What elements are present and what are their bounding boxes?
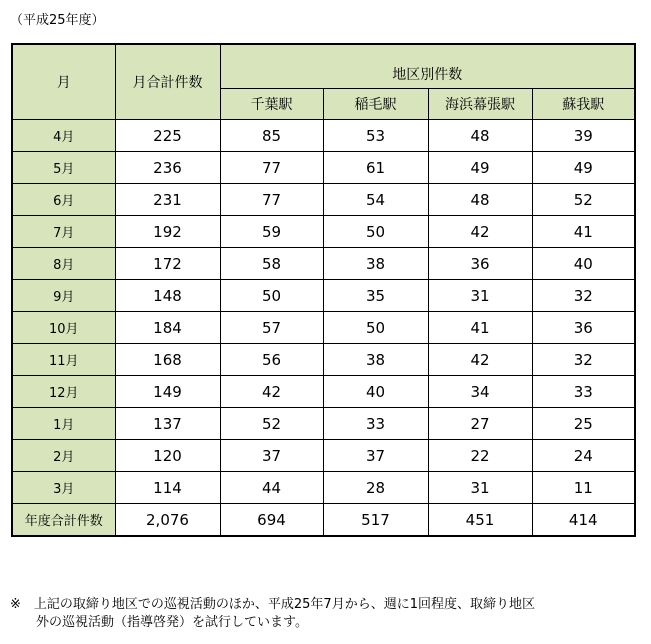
table-row [12, 216, 635, 248]
fiscal-year-caption: （平成25年度） [10, 13, 105, 28]
chiba-cell: 59 [220, 216, 323, 248]
row-label: 11月 [12, 344, 115, 376]
chiba-cell: 44 [220, 472, 323, 504]
annual-total-row [12, 504, 635, 537]
soga-cell: 25 [532, 408, 635, 440]
inage-total-cell: 517 [323, 504, 428, 537]
chiba-cell: 77 [220, 184, 323, 216]
inage-cell: 38 [323, 344, 428, 376]
chiba-cell: 50 [220, 280, 323, 312]
kaihin-makuhari-cell: 48 [428, 120, 532, 152]
footnote-line-1: ※ 上記の取締り地区での巡視活動のほか、平成25年7月から、週に1回程度、取締り地区 [10, 597, 535, 612]
kaihin-makuhari-cell: 42 [428, 344, 532, 376]
area-header-inage: 稲毛駅 [323, 89, 428, 120]
footnote-line-2: 外の巡視活動（指導啓発）を試行しています。 [36, 615, 308, 630]
chiba-cell: 37 [220, 440, 323, 472]
monthly-total-cell: 168 [115, 344, 220, 376]
table-row [12, 152, 635, 184]
inage-cell: 33 [323, 408, 428, 440]
inage-cell: 53 [323, 120, 428, 152]
chiba-cell: 42 [220, 376, 323, 408]
soga-total-cell: 414 [532, 504, 635, 537]
chiba-cell: 58 [220, 248, 323, 280]
kaihin-makuhari-cell: 42 [428, 216, 532, 248]
kaihin-makuhari-cell: 41 [428, 312, 532, 344]
soga-cell: 11 [532, 472, 635, 504]
monthly-total-cell: 120 [115, 440, 220, 472]
soga-cell: 32 [532, 280, 635, 312]
chiba-cell: 52 [220, 408, 323, 440]
table-row [12, 376, 635, 408]
inage-cell: 50 [323, 216, 428, 248]
table-row [12, 440, 635, 472]
annual-total-label: 年度合計件数 [12, 504, 115, 537]
soga-cell: 39 [532, 120, 635, 152]
monthly-total-cell: 114 [115, 472, 220, 504]
monthly-total-header: 月合計件数 [115, 44, 220, 120]
monthly-total-cell: 192 [115, 216, 220, 248]
inage-cell: 61 [323, 152, 428, 184]
chiba-cell: 56 [220, 344, 323, 376]
soga-cell: 40 [532, 248, 635, 280]
table-row [12, 280, 635, 312]
chiba-total-cell: 694 [220, 504, 323, 537]
row-label: 2月 [12, 440, 115, 472]
row-label: 1月 [12, 408, 115, 440]
soga-cell: 49 [532, 152, 635, 184]
row-label: 7月 [12, 216, 115, 248]
soga-cell: 24 [532, 440, 635, 472]
kaihin-makuhari-cell: 49 [428, 152, 532, 184]
chiba-cell: 77 [220, 152, 323, 184]
area-header-kaihin-makuhari: 海浜幕張駅 [428, 89, 532, 120]
table-row [12, 248, 635, 280]
monthly-total-cell: 184 [115, 312, 220, 344]
table-row [12, 472, 635, 504]
kaihin-makuhari-cell: 34 [428, 376, 532, 408]
kaihin-makuhari-total-cell: 451 [428, 504, 532, 537]
patrol-count-table [11, 43, 636, 537]
footnote [10, 596, 535, 632]
monthly-total-cell: 231 [115, 184, 220, 216]
monthly-total-cell: 149 [115, 376, 220, 408]
row-label: 10月 [12, 312, 115, 344]
kaihin-makuhari-cell: 31 [428, 472, 532, 504]
soga-cell: 52 [532, 184, 635, 216]
kaihin-makuhari-cell: 22 [428, 440, 532, 472]
table-row [12, 408, 635, 440]
row-label: 5月 [12, 152, 115, 184]
area-header-chiba: 千葉駅 [220, 89, 323, 120]
row-label: 8月 [12, 248, 115, 280]
area-header-soga: 蘇我駅 [532, 89, 635, 120]
kaihin-makuhari-cell: 36 [428, 248, 532, 280]
soga-cell: 41 [532, 216, 635, 248]
row-label: 3月 [12, 472, 115, 504]
inage-cell: 38 [323, 248, 428, 280]
soga-cell: 32 [532, 344, 635, 376]
inage-cell: 35 [323, 280, 428, 312]
table-row [12, 184, 635, 216]
table-row [12, 120, 635, 152]
month-header: 月 [12, 44, 115, 120]
soga-cell: 33 [532, 376, 635, 408]
monthly-total-cell: 148 [115, 280, 220, 312]
annual-total-cell: 2,076 [115, 504, 220, 537]
table-row [12, 312, 635, 344]
by-area-header: 地区別件数 [220, 44, 635, 89]
chiba-cell: 57 [220, 312, 323, 344]
inage-cell: 40 [323, 376, 428, 408]
monthly-total-cell: 236 [115, 152, 220, 184]
monthly-total-cell: 225 [115, 120, 220, 152]
row-label: 4月 [12, 120, 115, 152]
chiba-cell: 85 [220, 120, 323, 152]
inage-cell: 54 [323, 184, 428, 216]
row-label: 12月 [12, 376, 115, 408]
inage-cell: 50 [323, 312, 428, 344]
kaihin-makuhari-cell: 48 [428, 184, 532, 216]
inage-cell: 28 [323, 472, 428, 504]
inage-cell: 37 [323, 440, 428, 472]
monthly-total-cell: 172 [115, 248, 220, 280]
table-row [12, 344, 635, 376]
monthly-total-cell: 137 [115, 408, 220, 440]
kaihin-makuhari-cell: 27 [428, 408, 532, 440]
row-label: 6月 [12, 184, 115, 216]
soga-cell: 36 [532, 312, 635, 344]
kaihin-makuhari-cell: 31 [428, 280, 532, 312]
row-label: 9月 [12, 280, 115, 312]
